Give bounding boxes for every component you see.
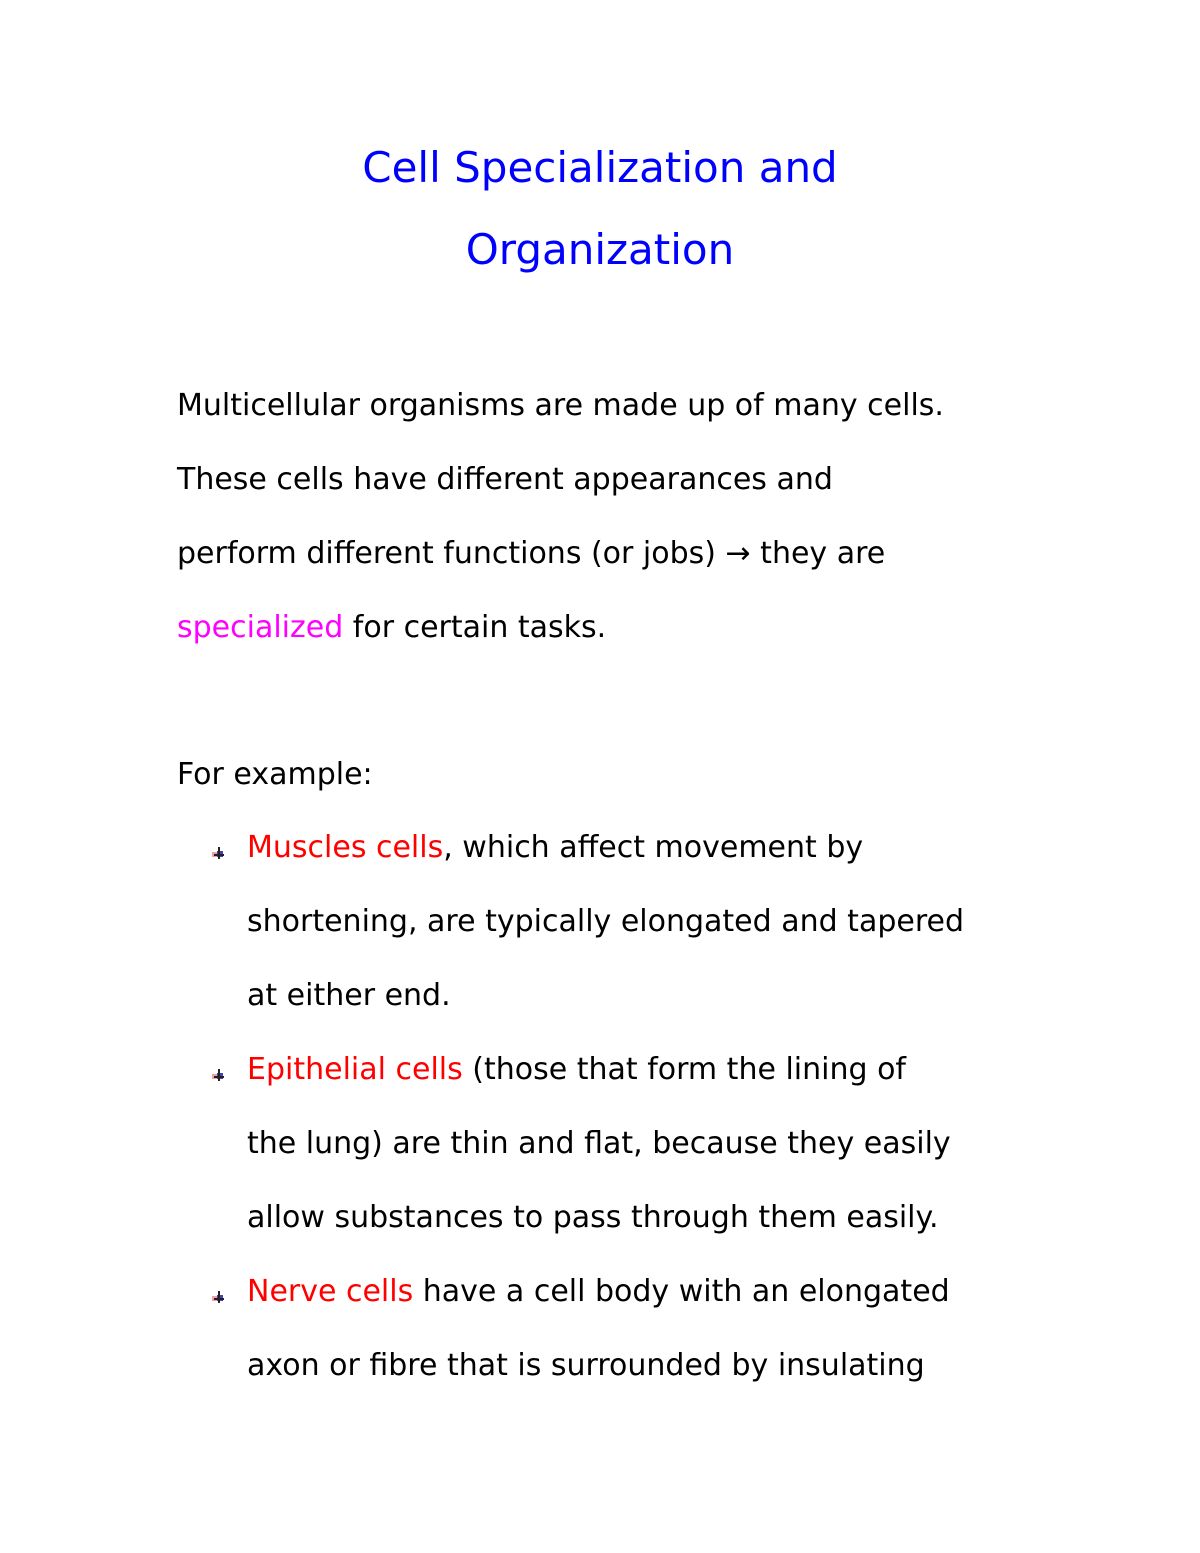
bullet-1-line-1 xyxy=(247,828,863,868)
specialized-term: specialized xyxy=(177,610,344,645)
page-title-line-1: Cell Specialization and xyxy=(362,143,838,192)
arrow-bullet-icon xyxy=(211,845,227,861)
intro-line-1: Multicellular organisms are made up of many cells. xyxy=(177,388,944,423)
bullet-1-line-3: at either end. xyxy=(247,978,451,1013)
muscle-cells-term: Muscles cells xyxy=(247,830,444,865)
bullet-2-line-3: allow substances to pass through them easily. xyxy=(247,1200,939,1235)
epithelial-cells-term: Epithelial cells xyxy=(247,1052,463,1087)
bullet-2-text: (those that form the lining of xyxy=(462,1052,906,1087)
page-title-line-2: Organization xyxy=(465,225,735,274)
bullet-1-line-2: shortening, are typically elongated and tapered xyxy=(247,904,964,939)
bullet-3-line-1 xyxy=(247,1272,950,1312)
arrow-bullet-icon xyxy=(211,1289,227,1305)
bullet-3-text: have a cell body with an elongated xyxy=(413,1274,950,1309)
intro-line-2: These cells have different appearances and xyxy=(177,462,833,497)
intro-line-4 xyxy=(177,608,606,648)
bullet-1-text: , which affect movement by xyxy=(443,830,864,865)
example-heading: For example: xyxy=(177,757,373,792)
arrow-bullet-icon xyxy=(211,1067,227,1083)
nerve-cells-term: Nerve cells xyxy=(247,1274,414,1309)
intro-line-3: perform different functions (or jobs) → they are xyxy=(177,536,886,571)
bullet-2-line-2: the lung) are thin and flat, because they easily xyxy=(247,1126,951,1161)
bullet-2-line-1 xyxy=(247,1050,906,1090)
bullet-3-line-2: axon or fibre that is surrounded by insulating xyxy=(247,1348,925,1383)
intro-line-4-rest: for certain tasks. xyxy=(343,610,607,645)
